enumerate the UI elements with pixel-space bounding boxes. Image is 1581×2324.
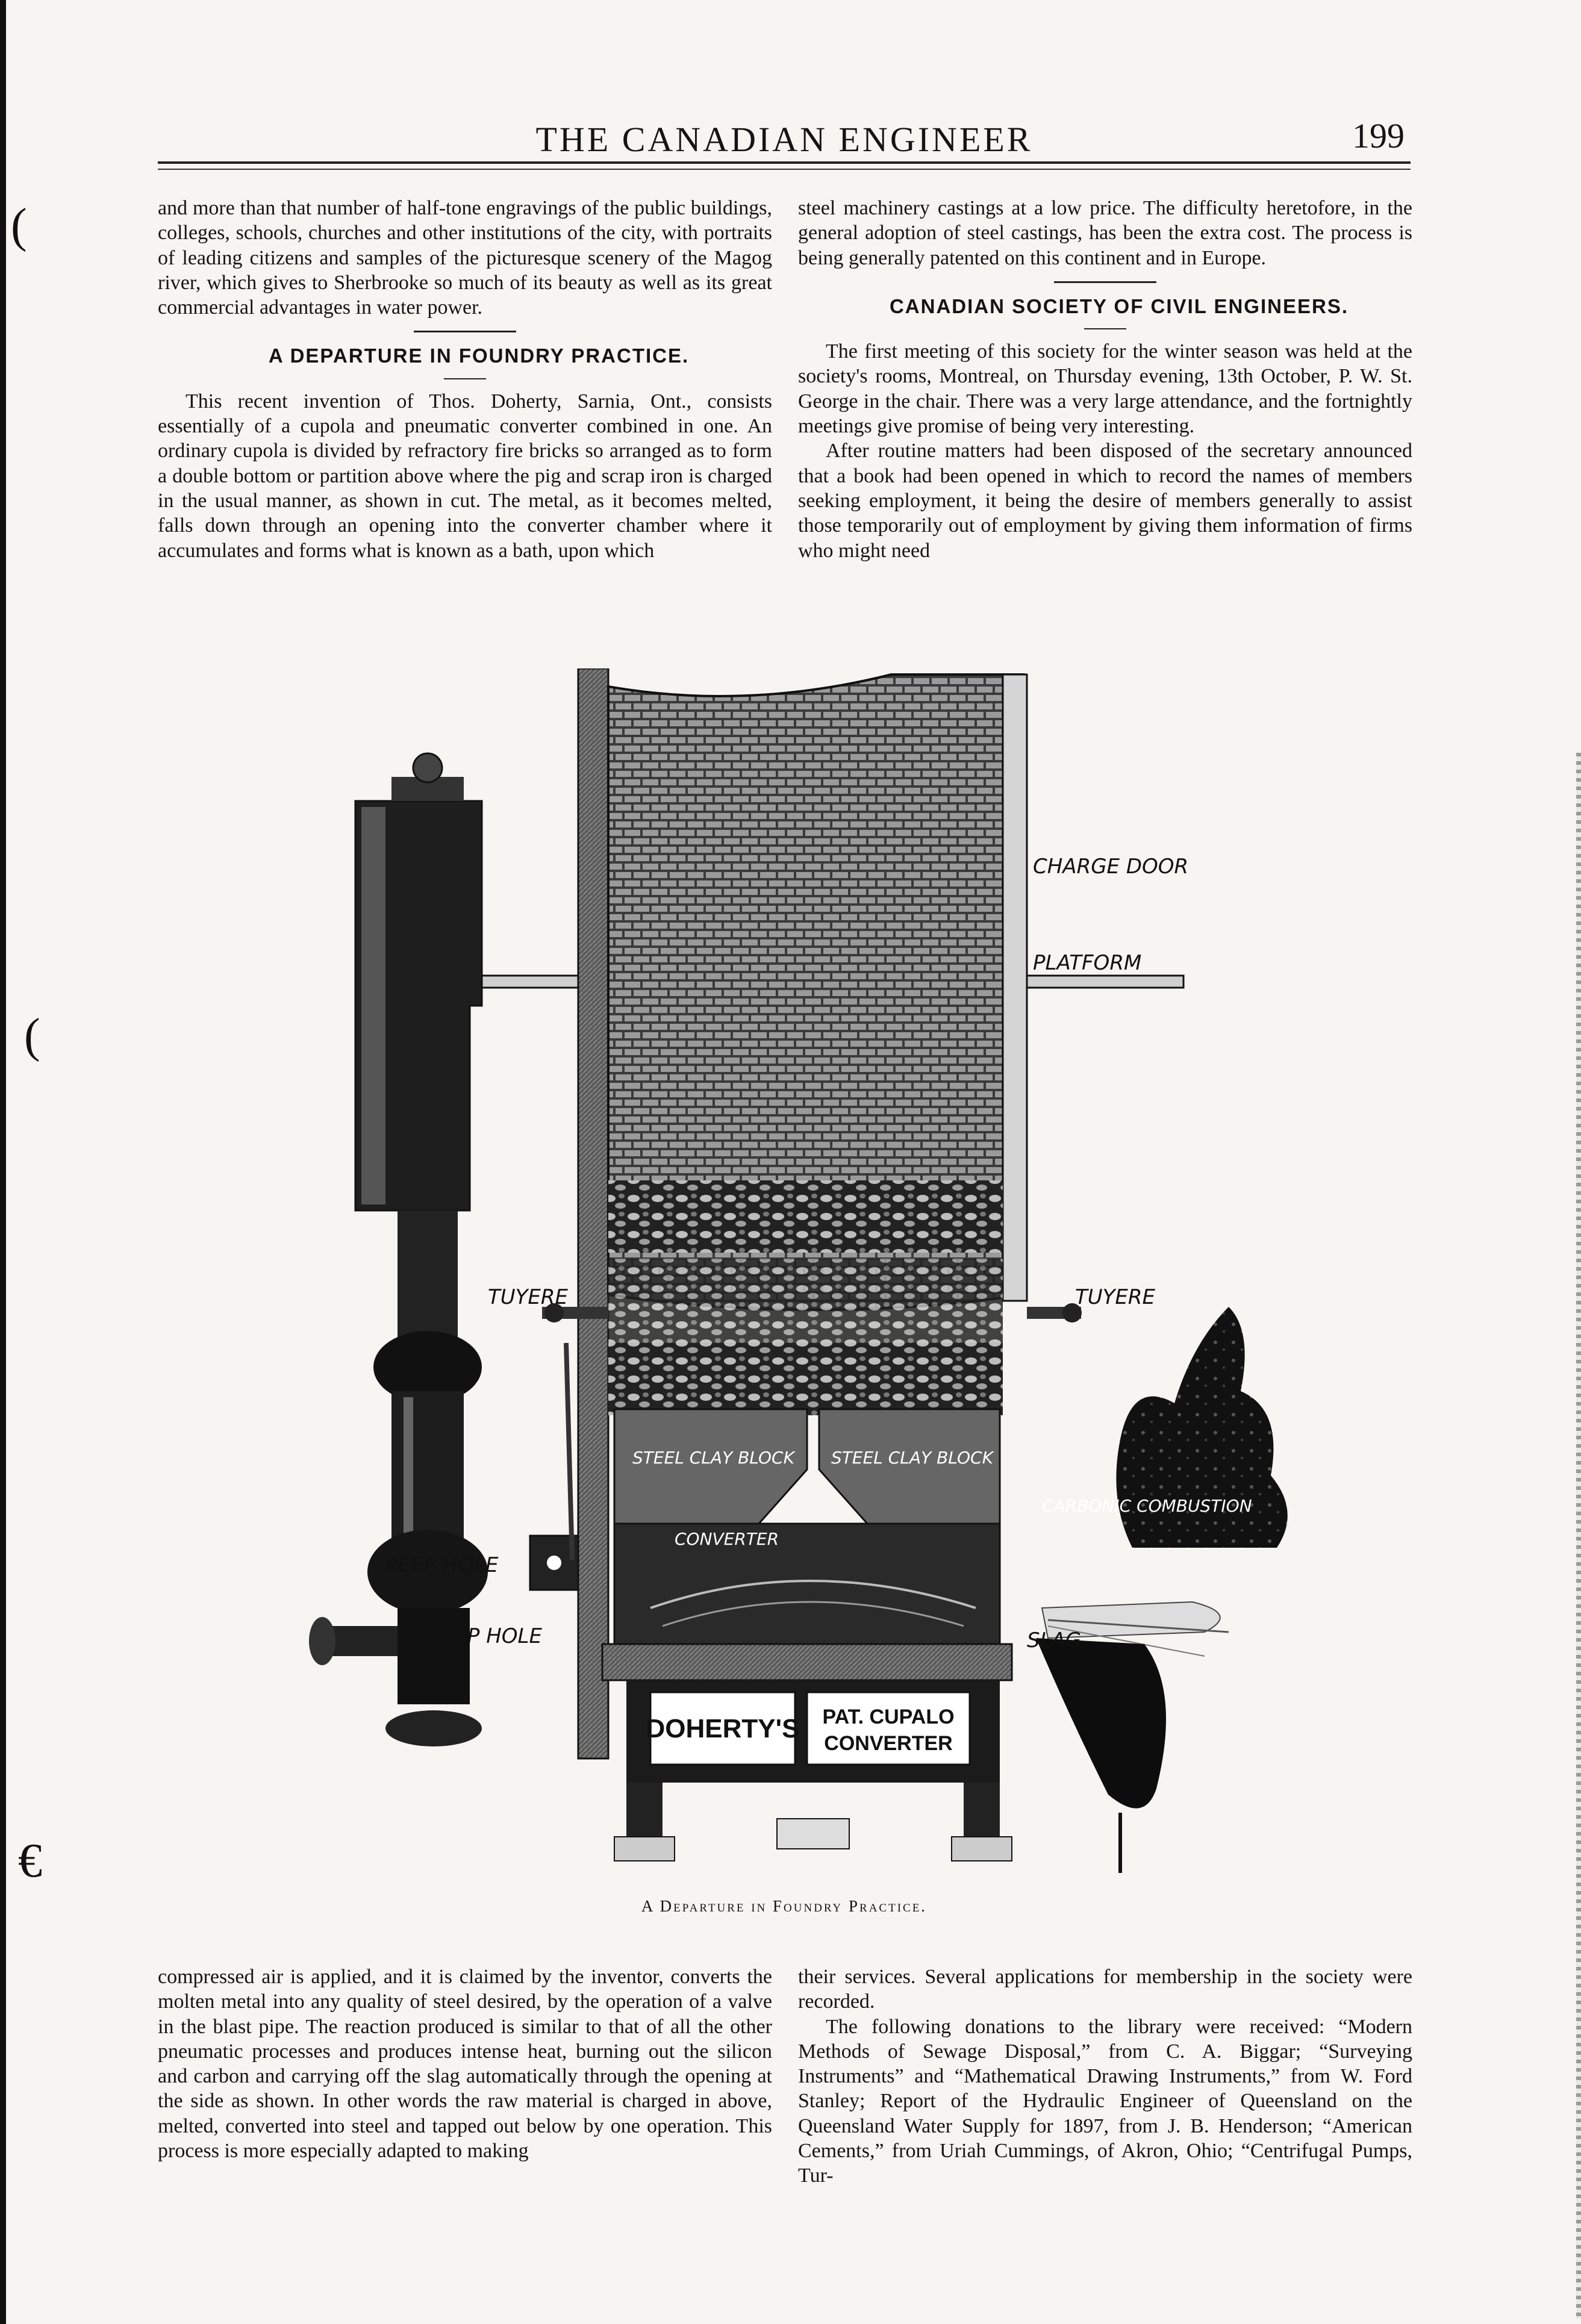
scan-edge-right <box>1576 753 1581 2319</box>
section-heading: CANADIAN SOCIETY OF CIVIL ENGINEERS. <box>889 294 1349 317</box>
running-head: THE CANADIAN ENGINEER <box>535 120 1033 159</box>
label-steel-clay-block-left: STEEL CLAY BLOCK <box>632 1448 794 1468</box>
label-slag: SLAG <box>1027 1628 1082 1653</box>
label-steel-clay-block-right: STEEL CLAY BLOCK <box>831 1448 993 1468</box>
label-platform: PLATFORM <box>1033 951 1142 975</box>
cupola-converter-figure <box>289 668 1301 1873</box>
column-top-right <box>798 196 1412 563</box>
label-tuyere-left: TUYERE <box>488 1285 569 1309</box>
label-tuyere-right: TUYERE <box>1075 1285 1156 1309</box>
section-heading: A DEPARTURE IN FOUNDRY PRACTICE. <box>268 344 690 367</box>
column-bottom-left <box>158 1964 772 2163</box>
section-rule <box>414 331 516 332</box>
plate-pat-cupalo: PAT. CUPALO <box>822 1706 955 1728</box>
header-rule-2 <box>158 169 1411 170</box>
paragraph: The following donations to the library were received: “Modern Methods of Sewage Disposal,” from C. A. Biggar; “Surveying Instruments” and “Mathematical Drawing Instruments,” from W. Ford Stanley; Report of the Hydraulic Engineer of Queensland on the Queensland Water Supply for 1897, from J. B. Henderson; “American Cements,” from Uriah Cummings, of Akron, Ohio; “Centrifugal Pumps, Tur- <box>798 2015 1412 2187</box>
section-rule <box>1054 281 1156 283</box>
margin-mark-1: ( <box>11 199 27 252</box>
plate-dohertys: DOHERTY'S <box>646 1714 800 1743</box>
paragraph: compressed air is applied, and it is claimed by the inventor, converts the molten metal into any quality of steel desired, by the operation of a valve in the blast pipe. The reaction produced is similar to that of all the other pneumatic processes and produces intense heat, burning out the silicon and carbon and carrying off the slag automatically through the opening at the side as shown. In other words the raw material is charged in above, melted, converted into steel and tapped out below by one operation. This process is more especially adapted to making <box>158 1966 772 2163</box>
page-header <box>158 113 1411 161</box>
label-carbonic-combustion: CARBONIC COMBUSTION <box>1042 1496 1252 1516</box>
paragraph: After routine matters had been disposed of the secretary announced that a book had been opened in which to record the names of members seeking employment, it being the desire of members generally to assist those temporarily out of employment by giving them information of firms who might need <box>798 440 1412 562</box>
margin-mark-2: ( <box>24 1009 40 1062</box>
scan-edge-left <box>0 0 6 2324</box>
label-converter: CONVERTER <box>675 1529 779 1549</box>
label-tap-hole: TAP HOLE <box>443 1624 542 1648</box>
figure-caption: A Departure in Foundry Practice. <box>641 1897 928 1915</box>
page-number: 199 <box>1352 116 1405 155</box>
paragraph: This recent invention of Thos. Doherty, Sarnia, Ont., consists essentially of a cupola and pneumatic converter combined in one. An ordinary cupola is divided by refractory fire bricks so arranged as to form a double bottom or partition above where the pig and scrap iron is charged in the usual manner, as shown in cut. The metal, as it becomes melted, falls down through an opening into the converter chamber where it accumulates and forms what is known as a bath, upon which <box>158 390 772 562</box>
plate-converter: CONVERTER <box>824 1732 953 1755</box>
column-bottom-right <box>798 1964 1412 2188</box>
column-top-left <box>158 196 772 563</box>
paragraph: steel machinery castings at a low price. The difficulty heretofore, in the general adoption of steel castings, has been the extra cost. The process is being generally patented on this continent and in Europe. <box>798 197 1412 269</box>
paragraph: The first meeting of this society for the winter season was held at the society's rooms, Montreal, on Thursday evening, 13th October, P. W. St. George in the chair. There was a very large attendance, and the fortnightly meetings give promise of being very interesting. <box>798 340 1412 438</box>
section-rule <box>444 378 486 379</box>
label-charge-door: CHARGE DOOR <box>1033 855 1189 879</box>
label-peep-hole: PEEP HOLE <box>385 1553 499 1577</box>
paragraph: and more than that number of half-tone engravings of the public buildings, colleges, schools, churches and other institutions of the city, with portraits of leading citizens and samples of the picturesque scenery of the Magog river, which gives to Sherbrooke so much of its beauty as well as its great commercial advantages in water power. <box>158 197 772 319</box>
section-rule <box>1084 328 1126 329</box>
margin-mark-3: € <box>18 1834 42 1887</box>
header-rule <box>158 161 1411 164</box>
paragraph: their services. Several applications for membership in the society were recorded. <box>798 1966 1412 2013</box>
